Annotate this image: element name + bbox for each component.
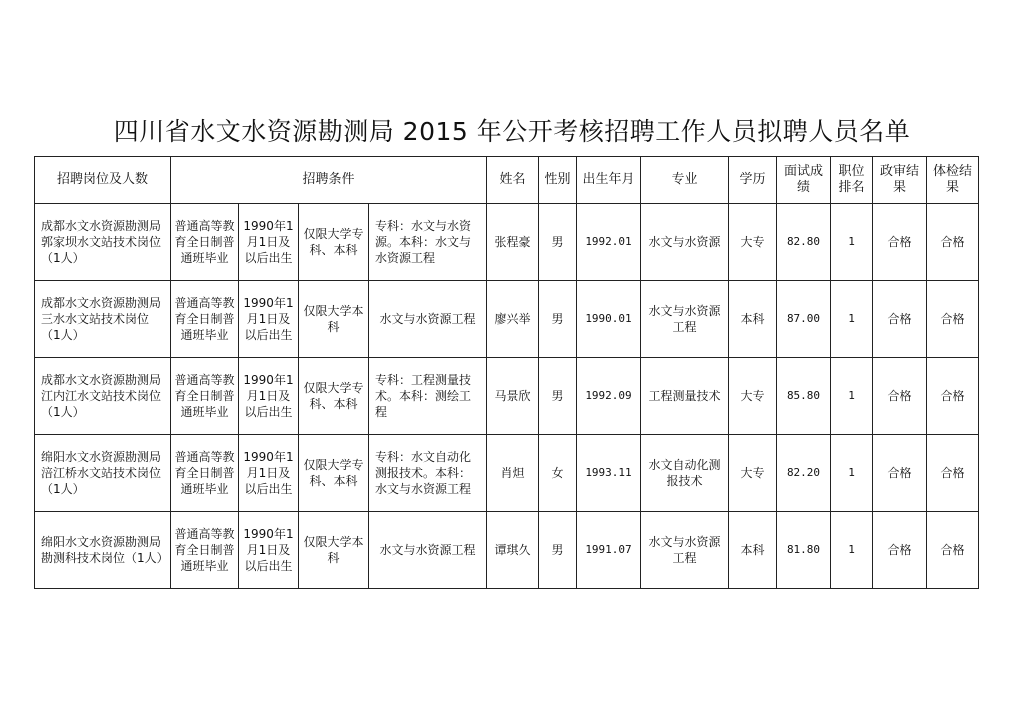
condition-degree-cell: 仅限大学专科、本科 — [299, 358, 369, 435]
major-cell: 水文与水资源工程 — [641, 512, 729, 589]
rank-cell: 1 — [831, 204, 873, 281]
physical-result-cell: 合格 — [927, 435, 979, 512]
score-cell: 87.00 — [777, 281, 831, 358]
condition-school-cell: 普通高等教育全日制普通班毕业 — [171, 435, 239, 512]
birth-cell: 1990.01 — [577, 281, 641, 358]
table-row — [35, 512, 979, 589]
gender-cell: 男 — [539, 358, 577, 435]
condition-degree-cell: 仅限大学专科、本科 — [299, 435, 369, 512]
header-education: 学历 — [729, 157, 777, 204]
education-cell: 大专 — [729, 358, 777, 435]
rank-cell: 1 — [831, 281, 873, 358]
condition-school-cell: 普通高等教育全日制普通班毕业 — [171, 281, 239, 358]
gender-cell: 男 — [539, 281, 577, 358]
name-cell: 肖炟 — [487, 435, 539, 512]
political-result-cell: 合格 — [873, 512, 927, 589]
position-cell: 成都水文水资源勘测局江内江水文站技术岗位（1人） — [35, 358, 171, 435]
header-major: 专业 — [641, 157, 729, 204]
condition-major-cell: 水文与水资源工程 — [369, 512, 487, 589]
major-cell: 水文与水资源 — [641, 204, 729, 281]
condition-age-cell: 1990年1月1日及以后出生 — [239, 281, 299, 358]
header-conditions: 招聘条件 — [171, 157, 487, 204]
birth-cell: 1991.07 — [577, 512, 641, 589]
birth-cell: 1992.09 — [577, 358, 641, 435]
condition-degree-cell: 仅限大学专科、本科 — [299, 204, 369, 281]
header-political: 政审结果 — [873, 157, 927, 204]
position-cell: 成都水文水资源勘测局郭家坝水文站技术岗位（1人） — [35, 204, 171, 281]
header-position: 招聘岗位及人数 — [35, 157, 171, 204]
political-result-cell: 合格 — [873, 435, 927, 512]
header-gender: 性别 — [539, 157, 577, 204]
rank-cell: 1 — [831, 512, 873, 589]
education-cell: 本科 — [729, 281, 777, 358]
name-cell: 廖兴举 — [487, 281, 539, 358]
header-rank: 职位排名 — [831, 157, 873, 204]
birth-cell: 1992.01 — [577, 204, 641, 281]
score-cell: 82.20 — [777, 435, 831, 512]
header-birth: 出生年月 — [577, 157, 641, 204]
position-cell: 绵阳水文水资源勘测局涪江桥水文站技术岗位（1人） — [35, 435, 171, 512]
rank-cell: 1 — [831, 435, 873, 512]
condition-major-cell: 专科：水文与水资源。本科：水文与水资源工程 — [369, 204, 487, 281]
name-cell: 张程豪 — [487, 204, 539, 281]
table-row — [35, 358, 979, 435]
gender-cell: 男 — [539, 512, 577, 589]
name-cell: 马景欣 — [487, 358, 539, 435]
table-row — [35, 281, 979, 358]
score-cell: 82.80 — [777, 204, 831, 281]
political-result-cell: 合格 — [873, 358, 927, 435]
condition-degree-cell: 仅限大学本科 — [299, 281, 369, 358]
major-cell: 工程测量技术 — [641, 358, 729, 435]
physical-result-cell: 合格 — [927, 204, 979, 281]
header-score: 面试成绩 — [777, 157, 831, 204]
gender-cell: 女 — [539, 435, 577, 512]
birth-cell: 1993.11 — [577, 435, 641, 512]
position-cell: 绵阳水文水资源勘测局勘测科技术岗位（1人） — [35, 512, 171, 589]
condition-age-cell: 1990年1月1日及以后出生 — [239, 512, 299, 589]
header-name: 姓名 — [487, 157, 539, 204]
condition-school-cell: 普通高等教育全日制普通班毕业 — [171, 204, 239, 281]
document-title: 四川省水文水资源勘测局 2015 年公开考核招聘工作人员拟聘人员名单 — [113, 117, 911, 146]
physical-result-cell: 合格 — [927, 358, 979, 435]
gender-cell: 男 — [539, 204, 577, 281]
header-row — [35, 157, 979, 204]
score-cell: 81.80 — [777, 512, 831, 589]
major-cell: 水文与水资源工程 — [641, 281, 729, 358]
candidate-table — [34, 156, 979, 589]
condition-age-cell: 1990年1月1日及以后出生 — [239, 358, 299, 435]
table-row — [35, 204, 979, 281]
major-cell: 水文自动化测报技术 — [641, 435, 729, 512]
header-physical: 体检结果 — [927, 157, 979, 204]
condition-major-cell: 水文与水资源工程 — [369, 281, 487, 358]
condition-age-cell: 1990年1月1日及以后出生 — [239, 204, 299, 281]
position-cell: 成都水文水资源勘测局三水水文站技术岗位（1人） — [35, 281, 171, 358]
education-cell: 本科 — [729, 512, 777, 589]
education-cell: 大专 — [729, 435, 777, 512]
table-row — [35, 435, 979, 512]
political-result-cell: 合格 — [873, 281, 927, 358]
condition-degree-cell: 仅限大学本科 — [299, 512, 369, 589]
condition-major-cell: 专科：工程测量技术。本科：测绘工程 — [369, 358, 487, 435]
education-cell: 大专 — [729, 204, 777, 281]
physical-result-cell: 合格 — [927, 281, 979, 358]
condition-age-cell: 1990年1月1日及以后出生 — [239, 435, 299, 512]
condition-school-cell: 普通高等教育全日制普通班毕业 — [171, 512, 239, 589]
rank-cell: 1 — [831, 358, 873, 435]
condition-major-cell: 专科：水文自动化测报技术。本科：水文与水资源工程 — [369, 435, 487, 512]
political-result-cell: 合格 — [873, 204, 927, 281]
score-cell: 85.80 — [777, 358, 831, 435]
condition-school-cell: 普通高等教育全日制普通班毕业 — [171, 358, 239, 435]
name-cell: 谭琪久 — [487, 512, 539, 589]
physical-result-cell: 合格 — [927, 512, 979, 589]
